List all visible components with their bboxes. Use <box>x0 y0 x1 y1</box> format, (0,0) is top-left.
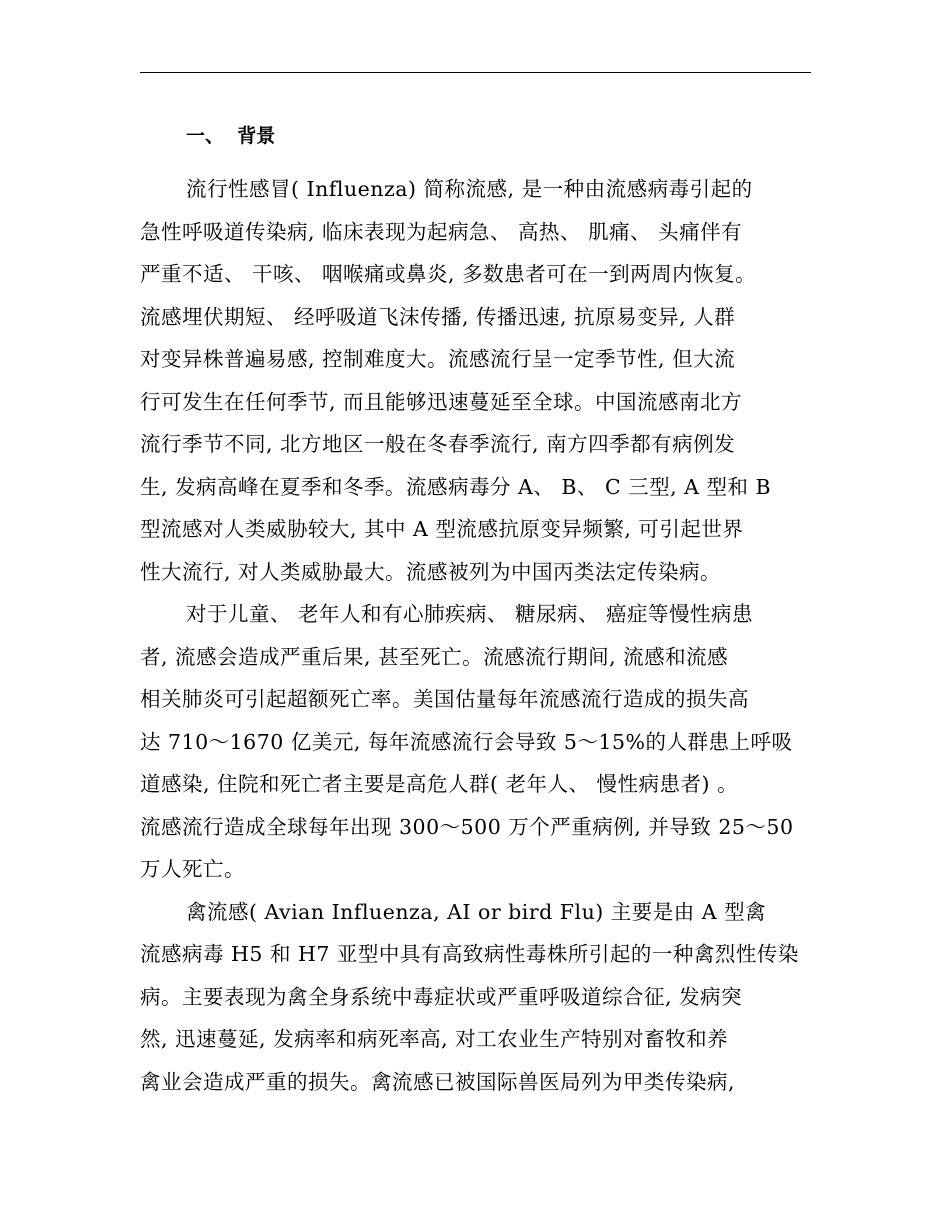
paragraph-1-line-5: 对变异株普遍易感, 控制难度大。流感流行呈一定季节性, 但大流 <box>140 347 736 371</box>
paragraph-1-line-6: 行可发生在任何季节, 而且能够迅速蔓延至全球。中国流感南北方 <box>140 389 743 414</box>
paragraph-3-line-3: 病。主要表现为禽全身系统中毒症状或严重呼吸道综合征, 发病突 <box>140 984 743 1009</box>
paragraph-1-line-3: 严重不适、 干咳、 咽喉痛或鼻炎, 多数患者可在一到两周内恢复。 <box>140 262 757 286</box>
paragraph-3-line-5: 禽业会造成严重的损失。禽流感已被国际兽医局列为甲类传染病, <box>140 1069 736 1094</box>
paragraph-3-line-4: 然, 迅速蔓延, 发病率和病死率高, 对工农业生产特别对畜牧和养 <box>140 1027 729 1051</box>
paragraph-1-line-7: 流行季节不同, 北方地区一般在冬春季流行, 南方四季都有病例发 <box>140 432 736 456</box>
paragraph-1-line-4: 流感埋伏期短、 经呼吸道飞沫传播, 传播迅速, 抗原易变异, 人群 <box>140 304 736 329</box>
header-rule <box>140 72 811 73</box>
paragraph-2-line-6: 流感流行造成全球每年出现 300～500 万个严重病例, 并导致 25～50 <box>140 814 794 839</box>
paragraph-2-line-5: 道感染, 住院和死亡者主要是高危人群( 老年人、 慢性病患者) 。 <box>140 772 739 796</box>
paragraph-2-line-2: 者, 流感会造成严重后果, 甚至死亡。流感流行期间, 流感和流感 <box>140 644 729 669</box>
paragraph-1-line-1: 流行性感冒( Influenza) 简称流感, 是一种由流感病毒引起的 <box>186 177 753 201</box>
section-heading: 一、 背景 <box>186 125 276 147</box>
paragraph-3-line-2: 流感病毒 H5 和 H7 亚型中具有高致病性毒株所引起的一种禽烈性传染 <box>140 942 799 966</box>
paragraph-1-line-10: 性大流行, 对人类威胁最大。流感被列为中国丙类法定传染病。 <box>140 559 722 584</box>
paragraph-1-line-2: 急性呼吸道传染病, 临床表现为起病急、 高热、 肌痛、 头痛伴有 <box>140 219 743 244</box>
paragraph-2-line-3: 相关肺炎可引起超额死亡率。美国估量每年流感流行造成的损失高 <box>140 687 749 711</box>
paragraph-1-line-8: 生, 发病高峰在夏季和冬季。流感病毒分 A、 B、 C 三型, A 型和 B <box>140 474 772 499</box>
paragraph-1-line-9: 型流感对人类威胁较大, 其中 A 型流感抗原变异频繁, 可引起世界 <box>140 517 744 541</box>
paragraph-3-line-1: 禽流感( Avian Influenza, AI or bird Flu) 主要是由 A 型禽 <box>186 899 767 924</box>
paragraph-2-line-1: 对于儿童、 老年人和有心肺疾病、 糖尿病、 癌症等慢性病患 <box>186 602 754 626</box>
body-text <box>140 168 820 1103</box>
paragraph-2-line-7: 万人死亡。 <box>140 857 245 881</box>
paragraph-2-line-4: 达 710～1670 亿美元, 每年流感流行会导致 5～15%的人群患上呼吸 <box>140 729 793 754</box>
